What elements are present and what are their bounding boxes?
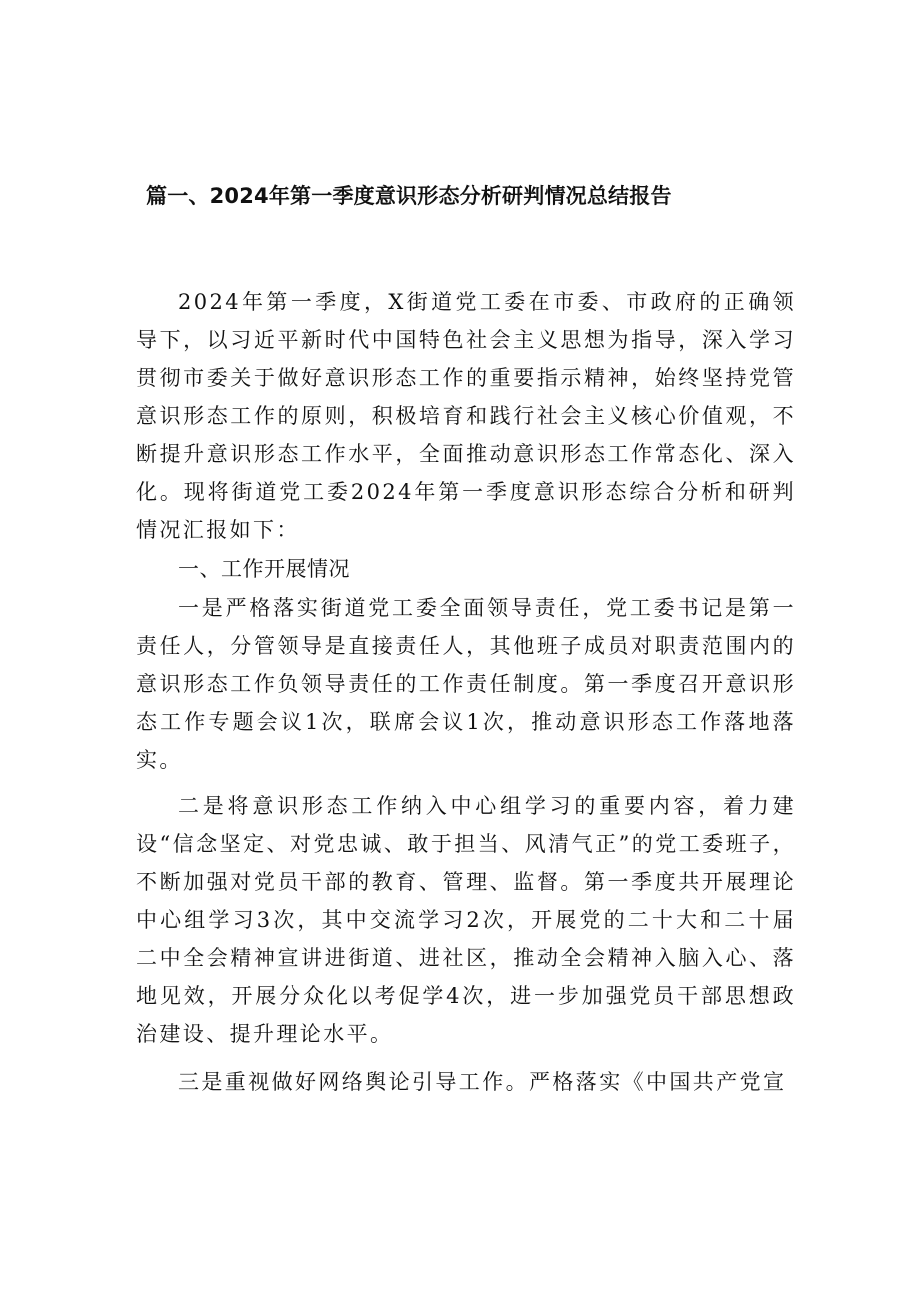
- intro-paragraph: 2024年第一季度，X街道党工委在市委、市政府的正确领导下，以习近平新时代中国特色社会主义思想为指导，深入学习贯彻市委关于做好意识形态工作的重要指示精神，始终坚持党管意识形态工作的原则，积极培育和践行社会主义核心价值观，不断提升意识形态工作水平，全面推动意识形态工作常态化、深入化。现将街道党工委2024年第一季度意识形态综合分析和研判情况汇报如下：: [136, 290, 796, 542]
- paragraph-study: 二是将意识形态工作纳入中心组学习的重要内容，着力建设“信念坚定、对党忠诚、敢于担当、风清气正”的党工委班子，不断加强对党员干部的教育、管理、监督。第一季度共开展理论中心组学习3次，其中交流学习2次，开展党的二十大和二十届二中全会精神宣讲进街道、进社区，推动全会精神入脑入心、落地见效，开展分众化以考促学4次，进一步加强党员干部思想政治建设、提升理论水平。: [136, 794, 796, 1046]
- document-body: [136, 283, 796, 1101]
- paragraph-network-opinion: 三是重视做好网络舆论引导工作。严格落实《中国共产党宣: [178, 1070, 787, 1094]
- section-heading-work-status: 一、工作开展情况: [178, 557, 350, 581]
- document-title: 篇一、2024年第一季度意识形态分析研判情况总结报告: [146, 184, 672, 208]
- paragraph-responsibility: 一是严格落实街道党工委全面领导责任，党工委书记是第一责任人，分管领导是直接责任人，其他班子成员对职责范围内的意识形态工作负领导责任的工作责任制度。第一季度召开意识形态工作专题会议1次，联席会议1次，推动意识形态工作落地落实。: [136, 596, 796, 772]
